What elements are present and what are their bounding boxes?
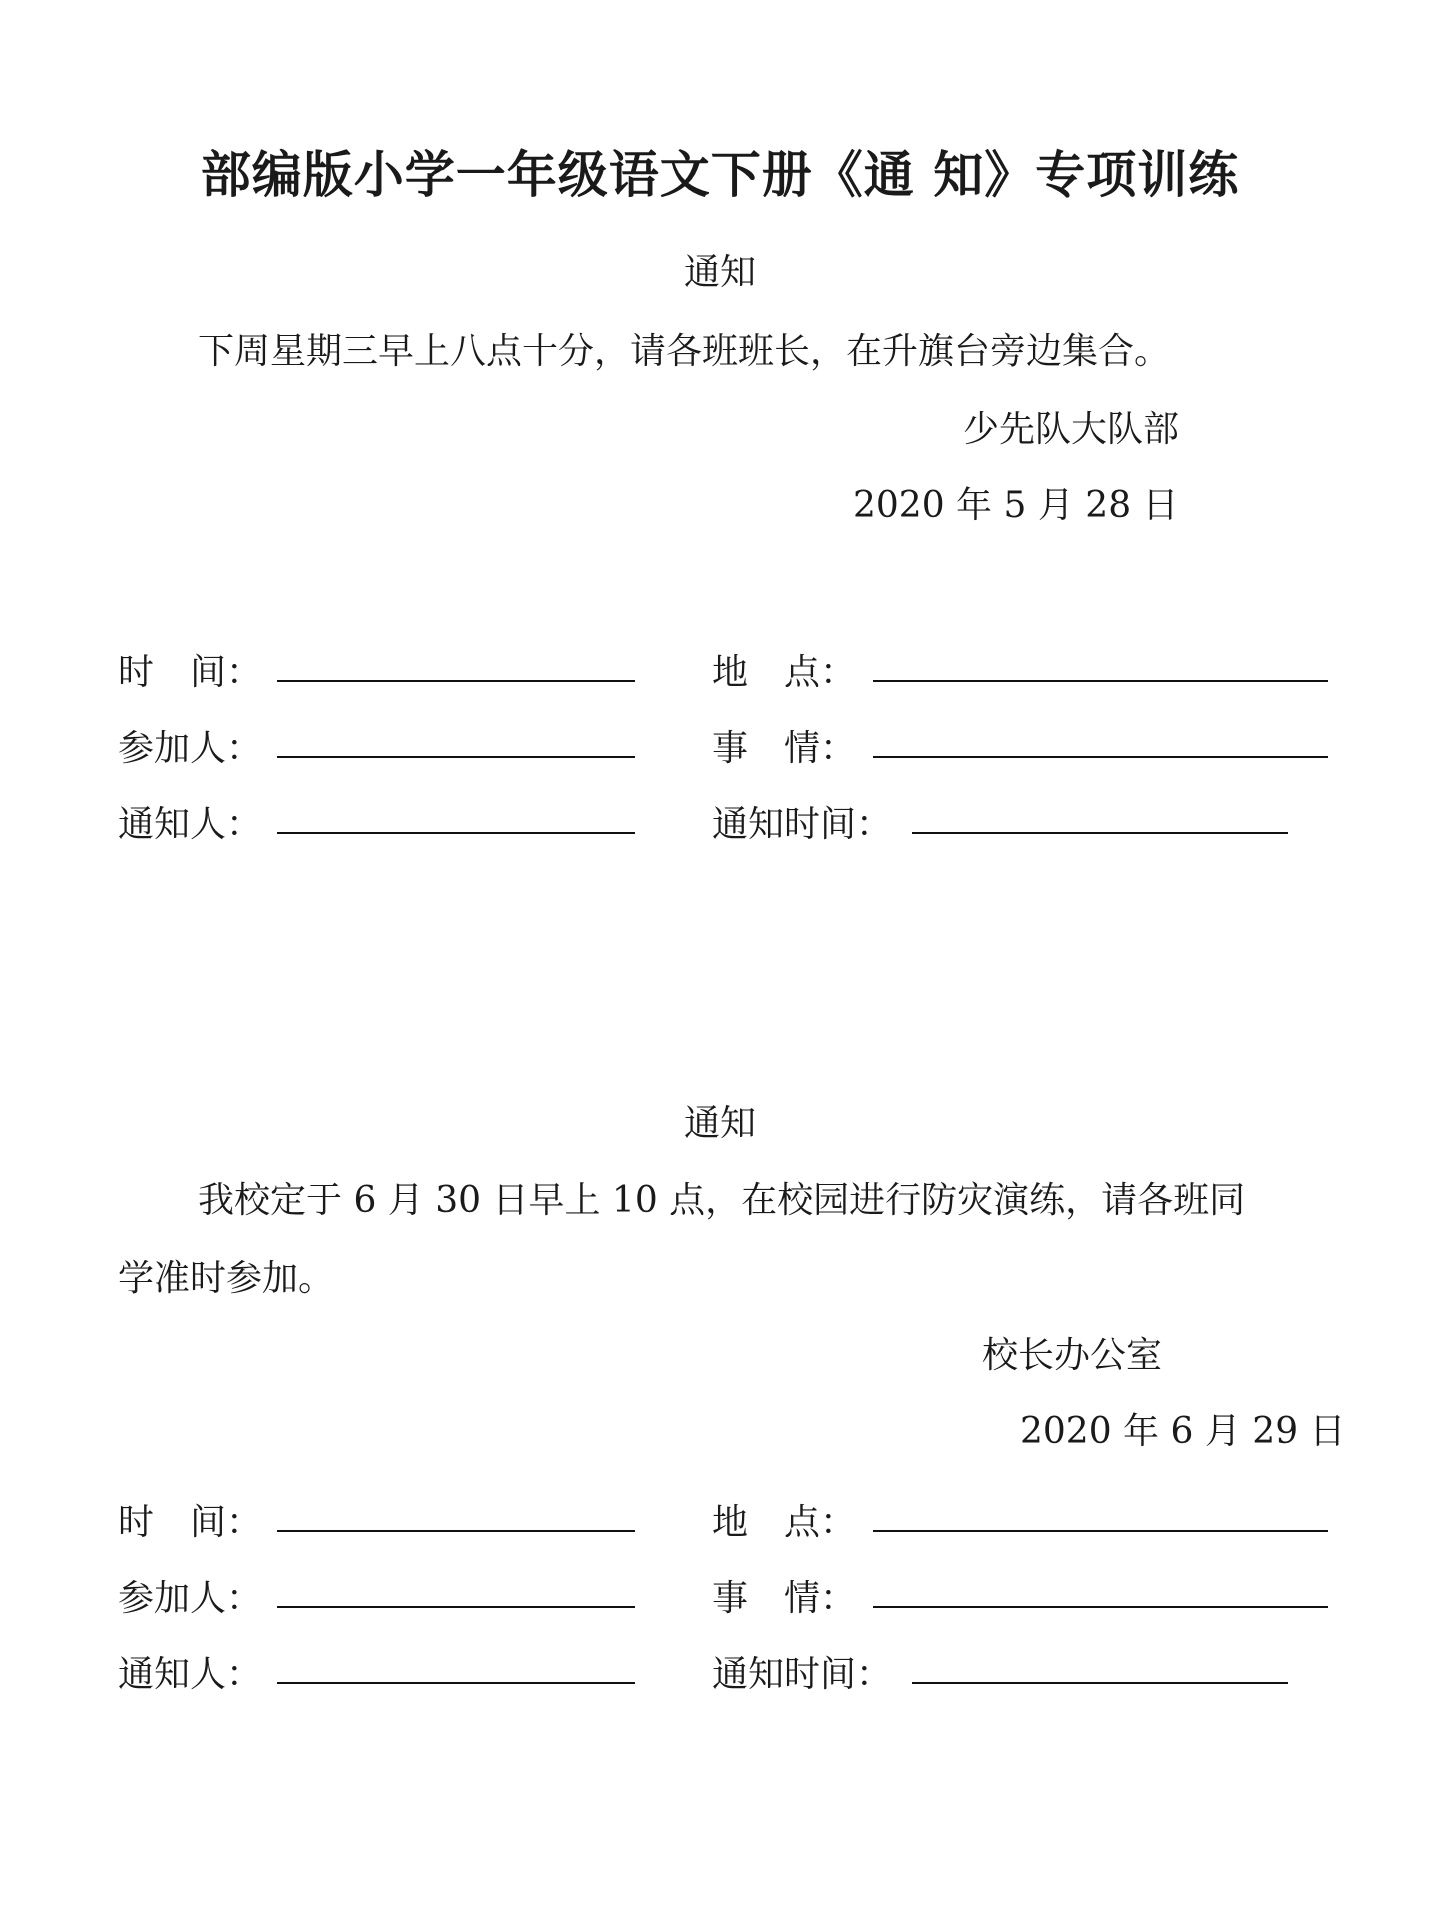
notice-1-heading: 通知 bbox=[683, 252, 756, 293]
notifier-answer-line[interactable] bbox=[277, 832, 635, 834]
participants-label: 参加人： bbox=[118, 1578, 263, 1619]
notice-time-answer-line[interactable] bbox=[912, 832, 1288, 834]
time-answer-line[interactable] bbox=[277, 1530, 635, 1532]
notifier-label: 通知人： bbox=[118, 804, 263, 845]
place-answer-line[interactable] bbox=[873, 680, 1328, 682]
time-answer-line[interactable] bbox=[277, 680, 635, 682]
place-label: 地 点： bbox=[712, 652, 857, 693]
notice-2-date: 2020 年 6 月 29 日 bbox=[1020, 1411, 1346, 1452]
matter-answer-line[interactable] bbox=[873, 756, 1328, 758]
notice-1-date: 2020 年 5 月 28 日 bbox=[853, 485, 1179, 526]
notice-1-sender: 少先队大队部 bbox=[963, 409, 1180, 450]
participants-label: 参加人： bbox=[118, 728, 263, 769]
time-label: 时 间： bbox=[118, 652, 263, 693]
notice-1-body: 下周星期三早上八点十分，请各班班长，在升旗台旁边集合。 bbox=[198, 331, 1171, 372]
notifier-answer-line[interactable] bbox=[277, 1682, 635, 1684]
time-label: 时 间： bbox=[118, 1502, 263, 1543]
place-answer-line[interactable] bbox=[873, 1530, 1328, 1532]
notice-2-sender: 校长办公室 bbox=[982, 1335, 1163, 1376]
matter-label: 事 情： bbox=[712, 728, 857, 769]
matter-answer-line[interactable] bbox=[873, 1606, 1328, 1608]
notice-2-heading: 通知 bbox=[683, 1103, 756, 1144]
matter-label: 事 情： bbox=[712, 1578, 857, 1619]
notice-2-body-line-1: 我校定于 6 月 30 日早上 10 点，在校园进行防灾演练，请各班同 bbox=[198, 1180, 1246, 1221]
place-label: 地 点： bbox=[712, 1502, 857, 1543]
participants-answer-line[interactable] bbox=[277, 1606, 635, 1608]
notice-time-label: 通知时间： bbox=[712, 804, 893, 845]
page-title: 部编版小学一年级语文下册《通 知》专项训练 bbox=[200, 146, 1240, 204]
participants-answer-line[interactable] bbox=[277, 756, 635, 758]
notifier-label: 通知人： bbox=[118, 1654, 263, 1695]
notice-time-answer-line[interactable] bbox=[912, 1682, 1288, 1684]
notice-time-label: 通知时间： bbox=[712, 1654, 893, 1695]
notice-2-body-line-2: 学准时参加。 bbox=[118, 1258, 335, 1299]
